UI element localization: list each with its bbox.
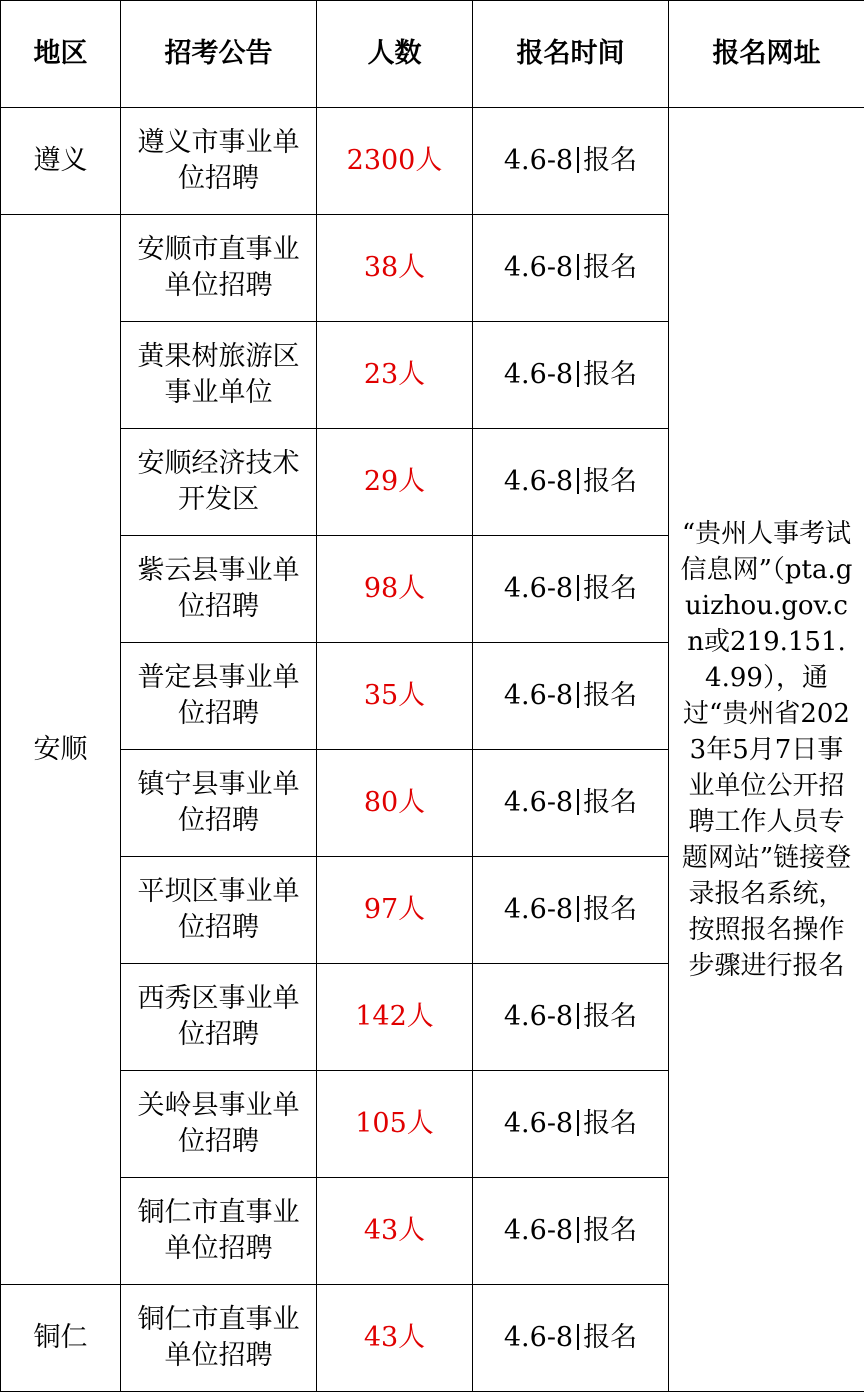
notice-cell[interactable]: 普定县事业单位招聘 <box>121 643 317 750</box>
time-cell <box>473 536 669 643</box>
register-link[interactable]: 报名 <box>583 145 637 176</box>
count-cell: 142人 <box>317 964 473 1071</box>
time-cell <box>473 322 669 429</box>
header-site: 报名网址 <box>669 1 864 108</box>
date-text: 4.6-8 <box>504 466 573 497</box>
notice-cell[interactable]: 黄果树旅游区事业单位 <box>121 322 317 429</box>
separator <box>577 896 579 922</box>
notice-text: 铜仁市直事业单位招聘 <box>138 1304 300 1371</box>
register-link[interactable]: 报名 <box>583 894 637 925</box>
notice-cell[interactable]: 紫云县事业单位招聘 <box>121 536 317 643</box>
notice-cell[interactable]: 镇宁县事业单位招聘 <box>121 750 317 857</box>
notice-cell[interactable]: 平坝区事业单位招聘 <box>121 857 317 964</box>
separator <box>577 1110 579 1136</box>
time-cell <box>473 108 669 215</box>
date-text: 4.6-8 <box>504 1001 573 1032</box>
separator <box>577 468 579 494</box>
time-cell <box>473 215 669 322</box>
register-link[interactable]: 报名 <box>583 1108 637 1139</box>
date-text: 4.6-8 <box>504 359 573 390</box>
notice-cell[interactable]: 西秀区事业单位招聘 <box>121 964 317 1071</box>
separator <box>577 682 579 708</box>
count-cell: 29人 <box>317 429 473 536</box>
date-text: 4.6-8 <box>504 145 573 176</box>
time-cell <box>473 750 669 857</box>
count-cell: 105人 <box>317 1071 473 1178</box>
count-cell: 23人 <box>317 322 473 429</box>
date-text: 4.6-8 <box>504 1322 573 1353</box>
time-cell <box>473 429 669 536</box>
date-text: 4.6-8 <box>504 1108 573 1139</box>
date-text: 4.6-8 <box>504 680 573 711</box>
date-text: 4.6-8 <box>504 573 573 604</box>
separator <box>577 361 579 387</box>
notice-cell[interactable]: 铜仁市直事业单位招聘 <box>121 1178 317 1285</box>
header-time: 报名时间 <box>473 1 669 108</box>
date-text: 4.6-8 <box>504 894 573 925</box>
register-link[interactable]: 报名 <box>583 680 637 711</box>
separator <box>577 254 579 280</box>
notice-cell[interactable]: 安顺市直事业单位招聘 <box>121 215 317 322</box>
time-cell <box>473 1071 669 1178</box>
count-cell: 2300人 <box>317 108 473 215</box>
separator <box>577 1003 579 1029</box>
time-cell <box>473 964 669 1071</box>
count-cell: 38人 <box>317 215 473 322</box>
separator <box>577 789 579 815</box>
register-link[interactable]: 报名 <box>583 573 637 604</box>
date-text: 4.6-8 <box>504 787 573 818</box>
register-link[interactable]: 报名 <box>583 787 637 818</box>
region-cell-anshun: 安顺 <box>1 215 121 1285</box>
count-cell: 35人 <box>317 643 473 750</box>
count-cell: 43人 <box>317 1285 473 1392</box>
notice-cell[interactable] <box>121 1285 317 1392</box>
notice-cell[interactable]: 关岭县事业单位招聘 <box>121 1071 317 1178</box>
register-link[interactable]: 报名 <box>583 1322 637 1353</box>
count-cell: 98人 <box>317 536 473 643</box>
separator <box>577 1217 579 1243</box>
count-cell: 97人 <box>317 857 473 964</box>
region-cell-zunyi: 遵义 <box>1 108 121 215</box>
time-cell <box>473 857 669 964</box>
time-cell <box>473 643 669 750</box>
time-cell <box>473 1285 669 1392</box>
header-count: 人数 <box>317 1 473 108</box>
notice-cell[interactable]: 安顺经济技术开发区 <box>121 429 317 536</box>
register-link[interactable]: 报名 <box>583 252 637 283</box>
count-cell: 43人 <box>317 1178 473 1285</box>
separator <box>577 1324 579 1350</box>
header-notice: 招考公告 <box>121 1 317 108</box>
header-region: 地区 <box>1 1 121 108</box>
time-cell <box>473 1178 669 1285</box>
register-link[interactable]: 报名 <box>583 1215 637 1246</box>
table-header-row <box>1 1 864 108</box>
separator <box>577 575 579 601</box>
table-row <box>1 108 864 215</box>
region-cell-tongren: 铜仁 <box>1 1285 121 1392</box>
register-link[interactable]: 报名 <box>583 466 637 497</box>
date-text: 4.6-8 <box>504 252 573 283</box>
register-link[interactable]: 报名 <box>583 1001 637 1032</box>
date-text: 4.6-8 <box>504 1215 573 1246</box>
count-cell: 80人 <box>317 750 473 857</box>
separator <box>577 147 579 173</box>
register-link[interactable]: 报名 <box>583 359 637 390</box>
site-cell[interactable]: “贵州人事考试信息网”（pta.guizhou.gov.cn或219.151.4.99），通过“贵州省2023年5月7日事业单位公开招聘工作人员专题网站”链接登录报名系统，按照报名操作步骤进行报名 <box>669 108 864 1392</box>
notice-cell[interactable]: 遵义市事业单位招聘 <box>121 108 317 215</box>
